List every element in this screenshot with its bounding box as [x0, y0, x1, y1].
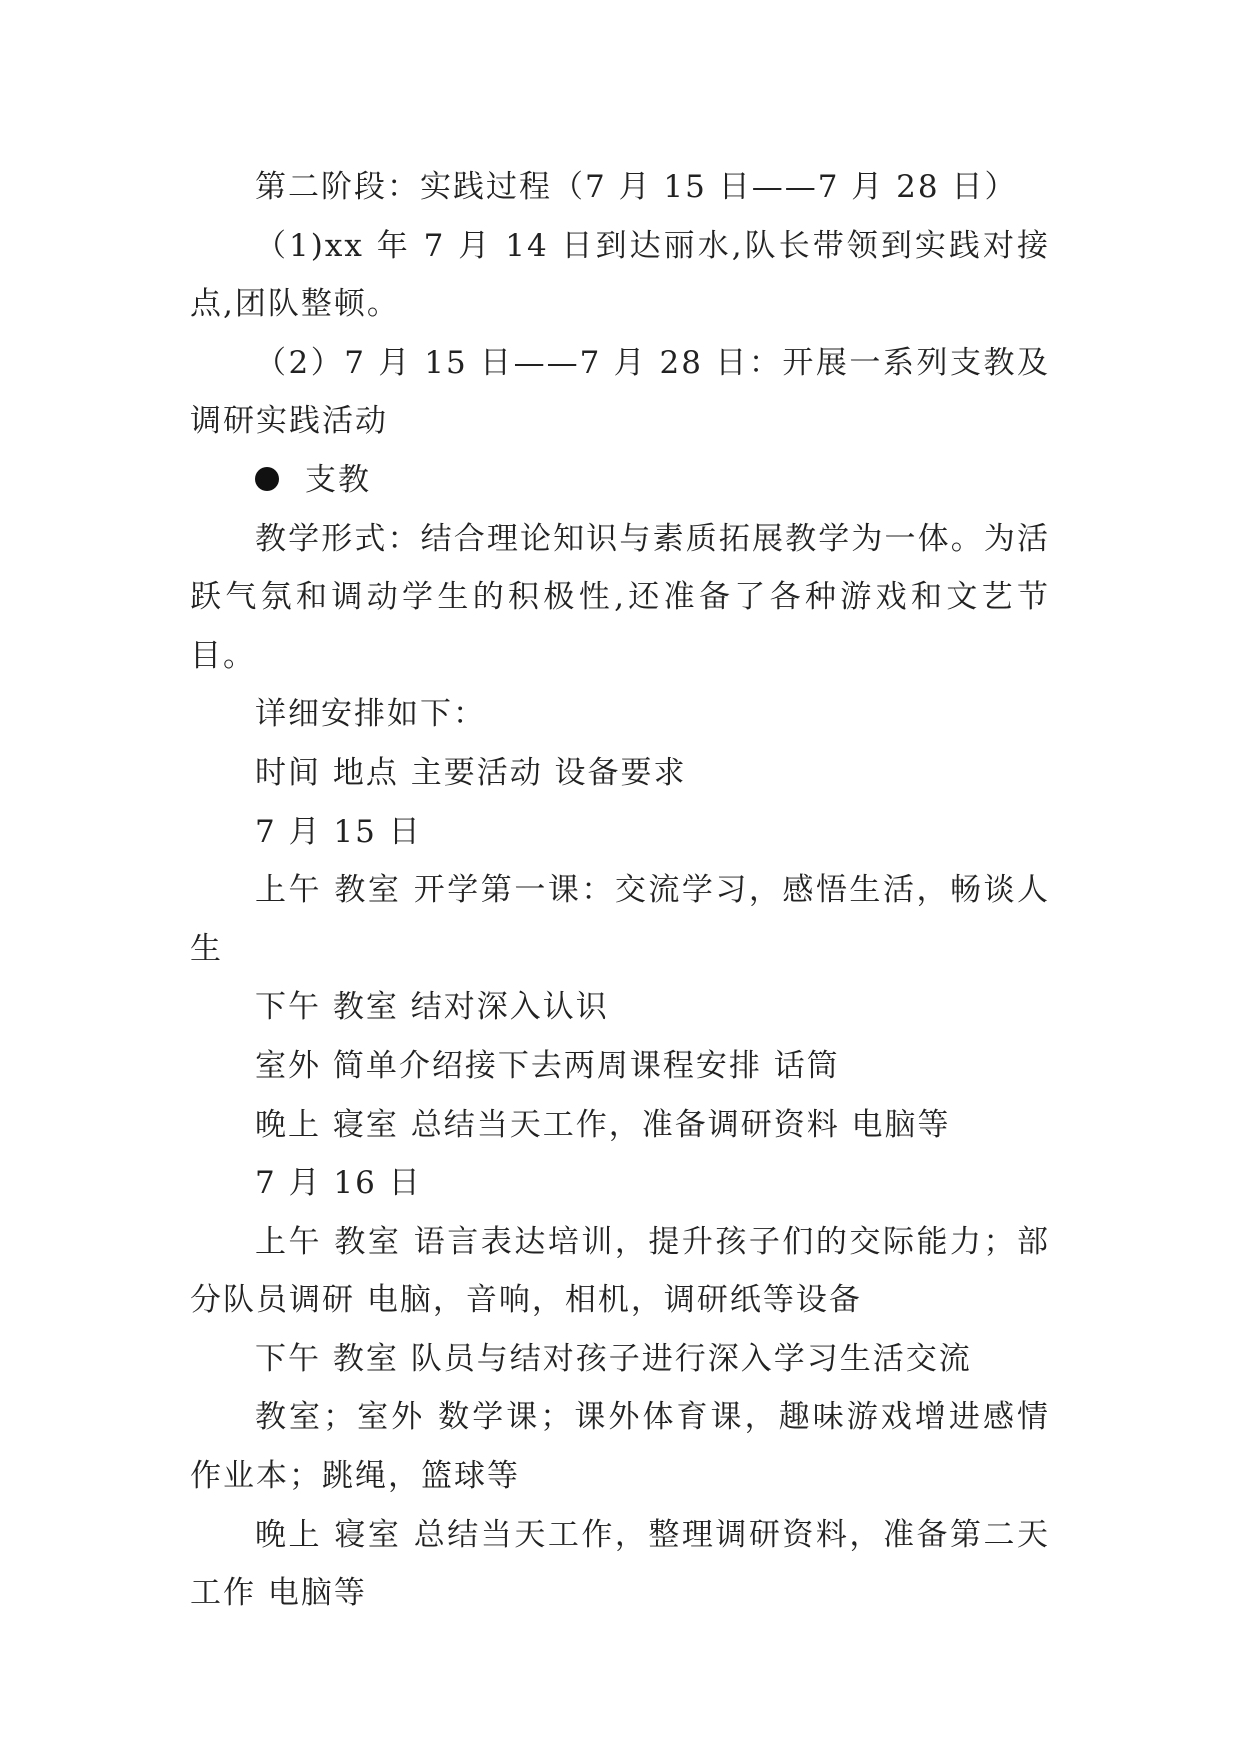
schedule-entry-line: 教室；室外 数学课；课外体育课，趣味游戏增进感情作业本；跳绳，篮球等	[190, 1399, 1050, 1495]
bullet-dot-icon	[255, 467, 279, 491]
schedule-date-line: 7 月 15 日	[255, 813, 422, 850]
paragraph-activities: （2）7 月 15 日——7 月 28 日：开展一系列支教及调研实践活动	[190, 344, 1050, 440]
schedule-entry-line: 下午 教室 队员与结对孩子进行深入学习生活交流	[255, 1340, 972, 1377]
stage-heading: 第二阶段：实践过程（7 月 15 日——7 月 28 日）	[255, 169, 1018, 205]
teaching-form-paragraph: 教学形式：结合理论知识与素质拓展教学为一体。为活跃气氛和调动学生的积极性,还准备了各种游戏和文艺节目。	[190, 520, 1050, 674]
paragraph-arrival: （1)xx 年 7 月 14 日到达丽水,队长带领到实践对接点,团队整顿。	[190, 227, 1050, 323]
bullet-label: 支教	[305, 461, 371, 498]
schedule-entry-line: 晚上 寝室 总结当天工作，整理调研资料，准备第二天工作 电脑等	[190, 1516, 1050, 1612]
schedule-entry-line: 上午 教室 语言表达培训，提升孩子们的交际能力；部分队员调研 电脑，音响，相机，调研纸等设备	[190, 1223, 1050, 1319]
schedule-header-line: 时间 地点 主要活动 设备要求	[255, 754, 687, 791]
schedule-entry-line: 上午 教室 开学第一课：交流学习，感悟生活，畅谈人生	[190, 872, 1050, 967]
schedule-date-line: 7 月 16 日	[255, 1165, 422, 1202]
schedule-intro: 详细安排如下：	[255, 696, 486, 733]
schedule-entry-line: 室外 简单介绍接下去两周课程安排 话筒	[255, 1047, 840, 1084]
schedule-entry-line: 下午 教室 结对深入认识	[255, 989, 609, 1026]
bullet-item	[190, 451, 1050, 510]
schedule-entry-line: 晚上 寝室 总结当天工作，准备调研资料 电脑等	[255, 1106, 951, 1143]
document-body	[190, 158, 1050, 1623]
